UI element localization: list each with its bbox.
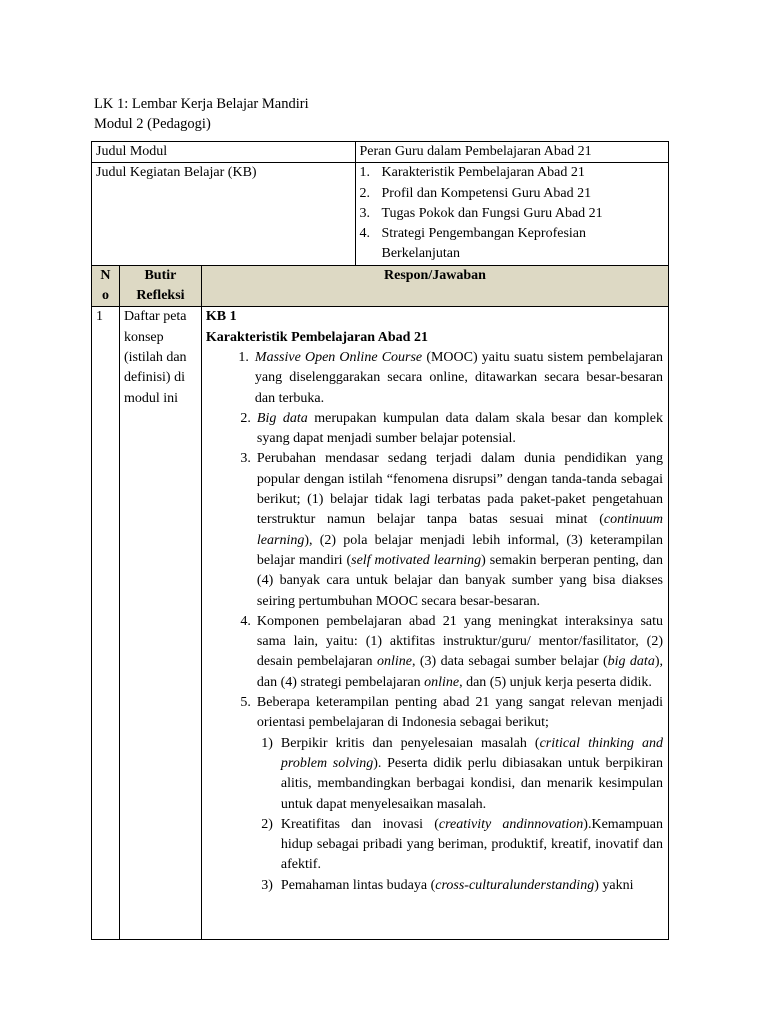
item-text bbox=[257, 409, 663, 450]
term: Big data bbox=[256, 410, 308, 426]
item-number: 1. bbox=[238, 349, 249, 365]
text-part: ), (2) pola belajar menjadi lebih informal, (3) keterampilan belajar mandiri ( bbox=[256, 532, 663, 568]
term: self motivated learning bbox=[351, 552, 482, 568]
term: creativity andinnovation bbox=[438, 816, 584, 832]
item-text bbox=[281, 815, 663, 876]
item-text bbox=[257, 449, 663, 611]
text-part: , dan (5) unjuk kerja peserta didik. bbox=[459, 674, 652, 690]
list-item bbox=[228, 409, 663, 450]
term: critical thinking and problem solving bbox=[280, 735, 663, 771]
module-label: Judul Modul bbox=[92, 142, 356, 163]
text-part: Kreatifitas dan inovasi ( bbox=[280, 816, 439, 832]
header-respon: Respon/Jawaban bbox=[201, 265, 668, 307]
text-part: ).Kemampuan hidup sebagai pribadi yang beriman, produktif, kreatif, inovatif dan afektif. bbox=[280, 816, 663, 873]
text-part: Perubahan mendasar sedang terjadi dalam dunia pendidikan yang popular dengan istilah “fenomena disrupsi” dengan tanda-tanda sebagai berikut; (1) belajar tidak lagi terbatas pada paket-paket pengetahuan terstruktur namun belajar tanpa batas sesuai minat ( bbox=[256, 451, 663, 528]
reflection-row bbox=[92, 307, 669, 940]
item-number: 3) bbox=[261, 877, 273, 893]
item-text bbox=[281, 876, 663, 896]
term: continuum learning bbox=[256, 512, 663, 548]
item-number: 1) bbox=[261, 735, 273, 751]
text-part: ), dan (4) strategi pembelajaran bbox=[256, 654, 663, 690]
header-no bbox=[92, 265, 120, 307]
kb-item-text: Profil dan Kompetensi Guru Abad 21 bbox=[381, 185, 592, 201]
item-number: 5. bbox=[240, 695, 251, 711]
text-part: Komponen pembelajaran abad 21 yang meningkat interaksinya satu sama lain, yaitu: (1) aktifitas instruktur/guru/ mentor/fasilitator, (2) desain pembelajaran bbox=[256, 613, 663, 670]
term: online bbox=[376, 654, 412, 670]
item-text bbox=[257, 612, 663, 693]
text-part: Berpikir kritis dan penyelesaian masalah ( bbox=[280, 735, 540, 751]
kb-item-number: 4. bbox=[359, 226, 370, 242]
kb-item-number: 1. bbox=[359, 165, 370, 181]
sub-list-item bbox=[206, 876, 663, 896]
kb-list-item bbox=[360, 184, 665, 204]
list-item bbox=[228, 348, 663, 409]
text-part: ) semakin berperan penting, dan (4) banyak cara untuk belajar dan banyak sumber yang bisa diakses seiring pertumbuhan MOOC secara besar-besaran. bbox=[256, 552, 663, 609]
item-text: Beberapa keterampilan penting abad 21 yang sangat relevan menjadi orientasi pembelajaran di Indonesia sebagai berikut; bbox=[256, 695, 663, 731]
worksheet-title: LK 1: Lembar Kerja Belajar Mandiri bbox=[94, 96, 309, 112]
list-item bbox=[228, 612, 663, 693]
worksheet-table bbox=[91, 141, 669, 940]
kb-label: Judul Kegiatan Belajar (KB) bbox=[92, 163, 356, 265]
sub-list-item bbox=[206, 815, 663, 876]
text-part: ). Peserta didik perlu dibiasakan untuk berpikiran alitis, membandingkan berbagai kondisi, dan menarik kesimpulan untuk dapat menyelesaikan masalah. bbox=[280, 755, 663, 812]
worksheet-header bbox=[94, 94, 309, 134]
butir-text: Daftar peta konsep (istilah dan definisi) di modul ini bbox=[123, 309, 187, 406]
butir-cell bbox=[119, 307, 201, 940]
response-cell bbox=[201, 307, 668, 940]
kb-title: Karakteristik Pembelajaran Abad 21 bbox=[205, 329, 428, 345]
definition: (MOOC) yaitu suatu sistem pembelajaran yang diselenggarakan secara online, ditawarkan secara besar-besaran dan terbuka. bbox=[254, 349, 663, 406]
text-part: ) yakni bbox=[594, 877, 634, 893]
kb-list-item bbox=[360, 163, 665, 183]
header-no-text: N o bbox=[100, 267, 111, 303]
text-part: Pemahaman lintas budaya ( bbox=[280, 877, 436, 893]
item-number: 4. bbox=[240, 613, 251, 629]
header-butir-text: Butir Refleksi bbox=[136, 267, 185, 304]
kb-heading: KB 1 bbox=[205, 309, 237, 325]
text-part: , (3) data sebagai sumber belajar ( bbox=[411, 654, 608, 670]
list-item bbox=[228, 449, 663, 611]
item-text bbox=[281, 734, 663, 815]
column-header-row bbox=[92, 265, 669, 307]
kb-list-item bbox=[360, 204, 665, 224]
row-number: 1 bbox=[92, 307, 120, 940]
kb-item-number: 2. bbox=[359, 185, 370, 201]
module-title-row bbox=[92, 142, 669, 163]
module-value: Peran Guru dalam Pembelajaran Abad 21 bbox=[355, 142, 669, 163]
item-number: 2) bbox=[261, 816, 273, 832]
item-number: 3. bbox=[240, 451, 251, 467]
term: cross-culturalunderstanding bbox=[435, 877, 595, 893]
kb-list bbox=[360, 163, 665, 264]
kb-row bbox=[92, 163, 669, 265]
term: online bbox=[424, 674, 460, 690]
list-item bbox=[228, 693, 663, 734]
kb-list-cell bbox=[355, 163, 669, 265]
kb-list-item bbox=[360, 224, 665, 265]
kb-item-text: Karakteristik Pembelajaran Abad 21 bbox=[381, 165, 585, 181]
header-butir bbox=[119, 265, 201, 307]
kb-item-text: Tugas Pokok dan Fungsi Guru Abad 21 bbox=[381, 205, 603, 221]
item-text bbox=[255, 348, 663, 409]
kb-item-text: Strategi Pengembangan Keprofesian Berkelanjutan bbox=[381, 226, 586, 262]
module-subtitle: Modul 2 (Pedagogi) bbox=[94, 116, 211, 132]
item-number: 2. bbox=[240, 410, 251, 426]
kb-item-number: 3. bbox=[359, 205, 370, 221]
term: big data bbox=[607, 654, 655, 670]
term: Massive Open Online Course bbox=[254, 349, 423, 365]
sub-list-item bbox=[206, 734, 663, 815]
definition: merupakan kumpulan data dalam skala besar dan komplek syang dapat menjadi sumber belajar potensial. bbox=[256, 410, 663, 447]
